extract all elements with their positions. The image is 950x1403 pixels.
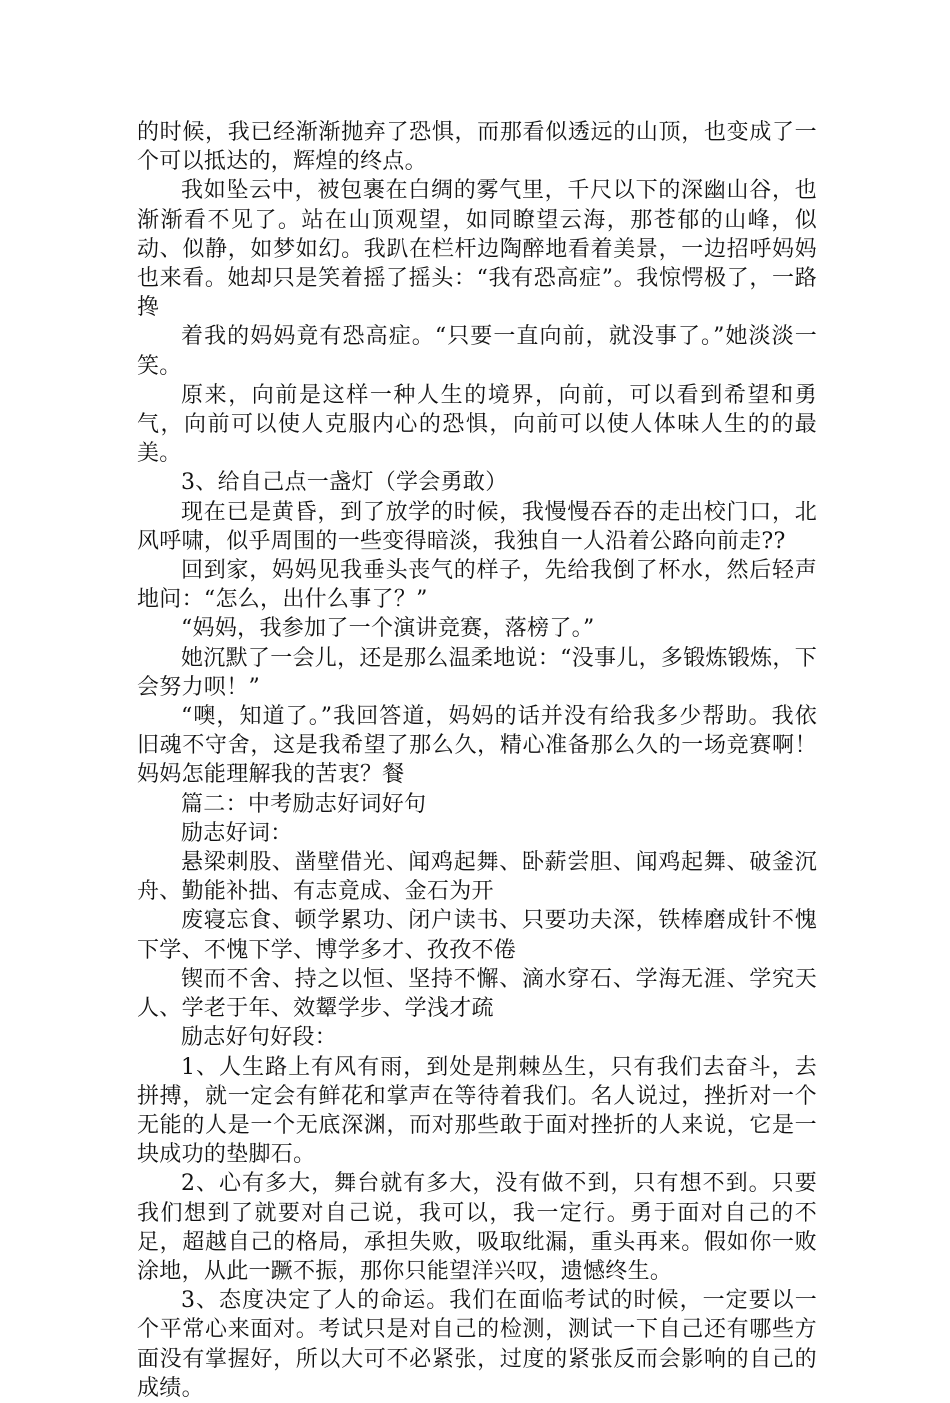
paragraph: 原来，向前是这样一种人生的境界，向前，可以看到希望和勇气，向前可以使人克服内心的恐惧，向前可以使人体味人生的的最美。 [137, 382, 817, 467]
paragraph: 3、态度决定了人的命运。我们在面临考试的时候，一定要以一个平常心来面对。考试只是对自己的检测，测试一下自己还有哪些方面没有掌握好，所以大可不必紧张，过度的紧张反而会影响的自己的成绩。 [137, 1288, 817, 1401]
section-heading: 3、给自己点一盏灯（学会勇敢） [181, 470, 508, 496]
word-list: 悬梁刺股、凿壁借光、闻鸡起舞、卧薪尝胆、闻鸡起舞、破釜沉舟、勤能补拙、有志竟成、金石为开 [137, 850, 817, 905]
paragraph: “噢，知道了。”我回答道，妈妈的话并没有给我多少帮助。我依旧魂不守舍，这是我希望了那么久，精心准备那么久的一场竞赛啊！妈妈怎能理解我的苦衷？餐 [137, 704, 817, 788]
subheading: 励志好句好段： [181, 1025, 338, 1051]
paragraph: 着我的妈妈竟有恐高症。“只要一直向前，就没事了。”她淡淡一笑。 [137, 324, 817, 379]
paragraph: 现在已是黄昏，到了放学的时候，我慢慢吞吞的走出校门口，北风呼啸，似乎周围的一些变得暗淡，我独自一人沿着公路向前走?? [137, 499, 817, 554]
paragraph: “妈妈，我参加了一个演讲竞赛，落榜了。” [181, 616, 595, 642]
word-list: 锲而不舍、持之以恒、坚持不懈、滴水穿石、学海无涯、学究天人、学老于年、效颦学步、学浅才疏 [137, 966, 817, 1022]
document-body [137, 118, 817, 1403]
paragraph: 她沉默了一会儿，还是那么温柔地说：“没事儿，多锻炼锻炼，下会努力呗！” [137, 645, 817, 700]
paragraph: 我如坠云中，被包裹在白绸的雾气里，千尺以下的深幽山谷，也渐渐看不见了。站在山顶观望，如同瞭望云海，那苍郁的山峰，似动、似静，如梦如幻。我趴在栏杆边陶醉地看着美景，一边招呼妈妈也来看。她却只是笑着摇了摇头：“我有恐高症”。我惊愕极了，一路搀 [137, 178, 817, 321]
word-list: 废寝忘食、顿学累功、闭户读书、只要功夫深，铁棒磨成针不愧下学、不愧下学、博学多才、孜孜不倦 [137, 908, 817, 963]
subheading: 励志好词： [181, 820, 293, 846]
paragraph: 1、人生路上有风有雨，到处是荆棘丛生，只有我们去奋斗，去拼搏，就一定会有鲜花和掌声在等待着我们。名人说过，挫折对一个无能的人是一个无底深渊，而对那些敢于面对挫折的人来说，它是一块成功的垫脚石。 [137, 1054, 817, 1168]
paragraph: 的时候，我已经渐渐抛弃了恐惧，而那看似透远的山顶，也变成了一个可以抵达的，辉煌的终点。 [137, 120, 817, 175]
paragraph: 回到家，妈妈见我垂头丧气的样子，先给我倒了杯水，然后轻声地问：“怎么，出什么事了？” [137, 558, 817, 613]
paragraph: 2、心有多大，舞台就有多大，没有做不到，只有想不到。只要我们想到了就要对自己说，我可以，我一定行。勇于面对自己的不足，超越自己的格局，承担失败，吸取纰漏，重头再来。假如你一败涂地，从此一蹶不振，那你只能望洋兴叹，遗憾终生。 [137, 1171, 817, 1284]
section-heading: 篇二：中考励志好词好句 [181, 791, 427, 817]
